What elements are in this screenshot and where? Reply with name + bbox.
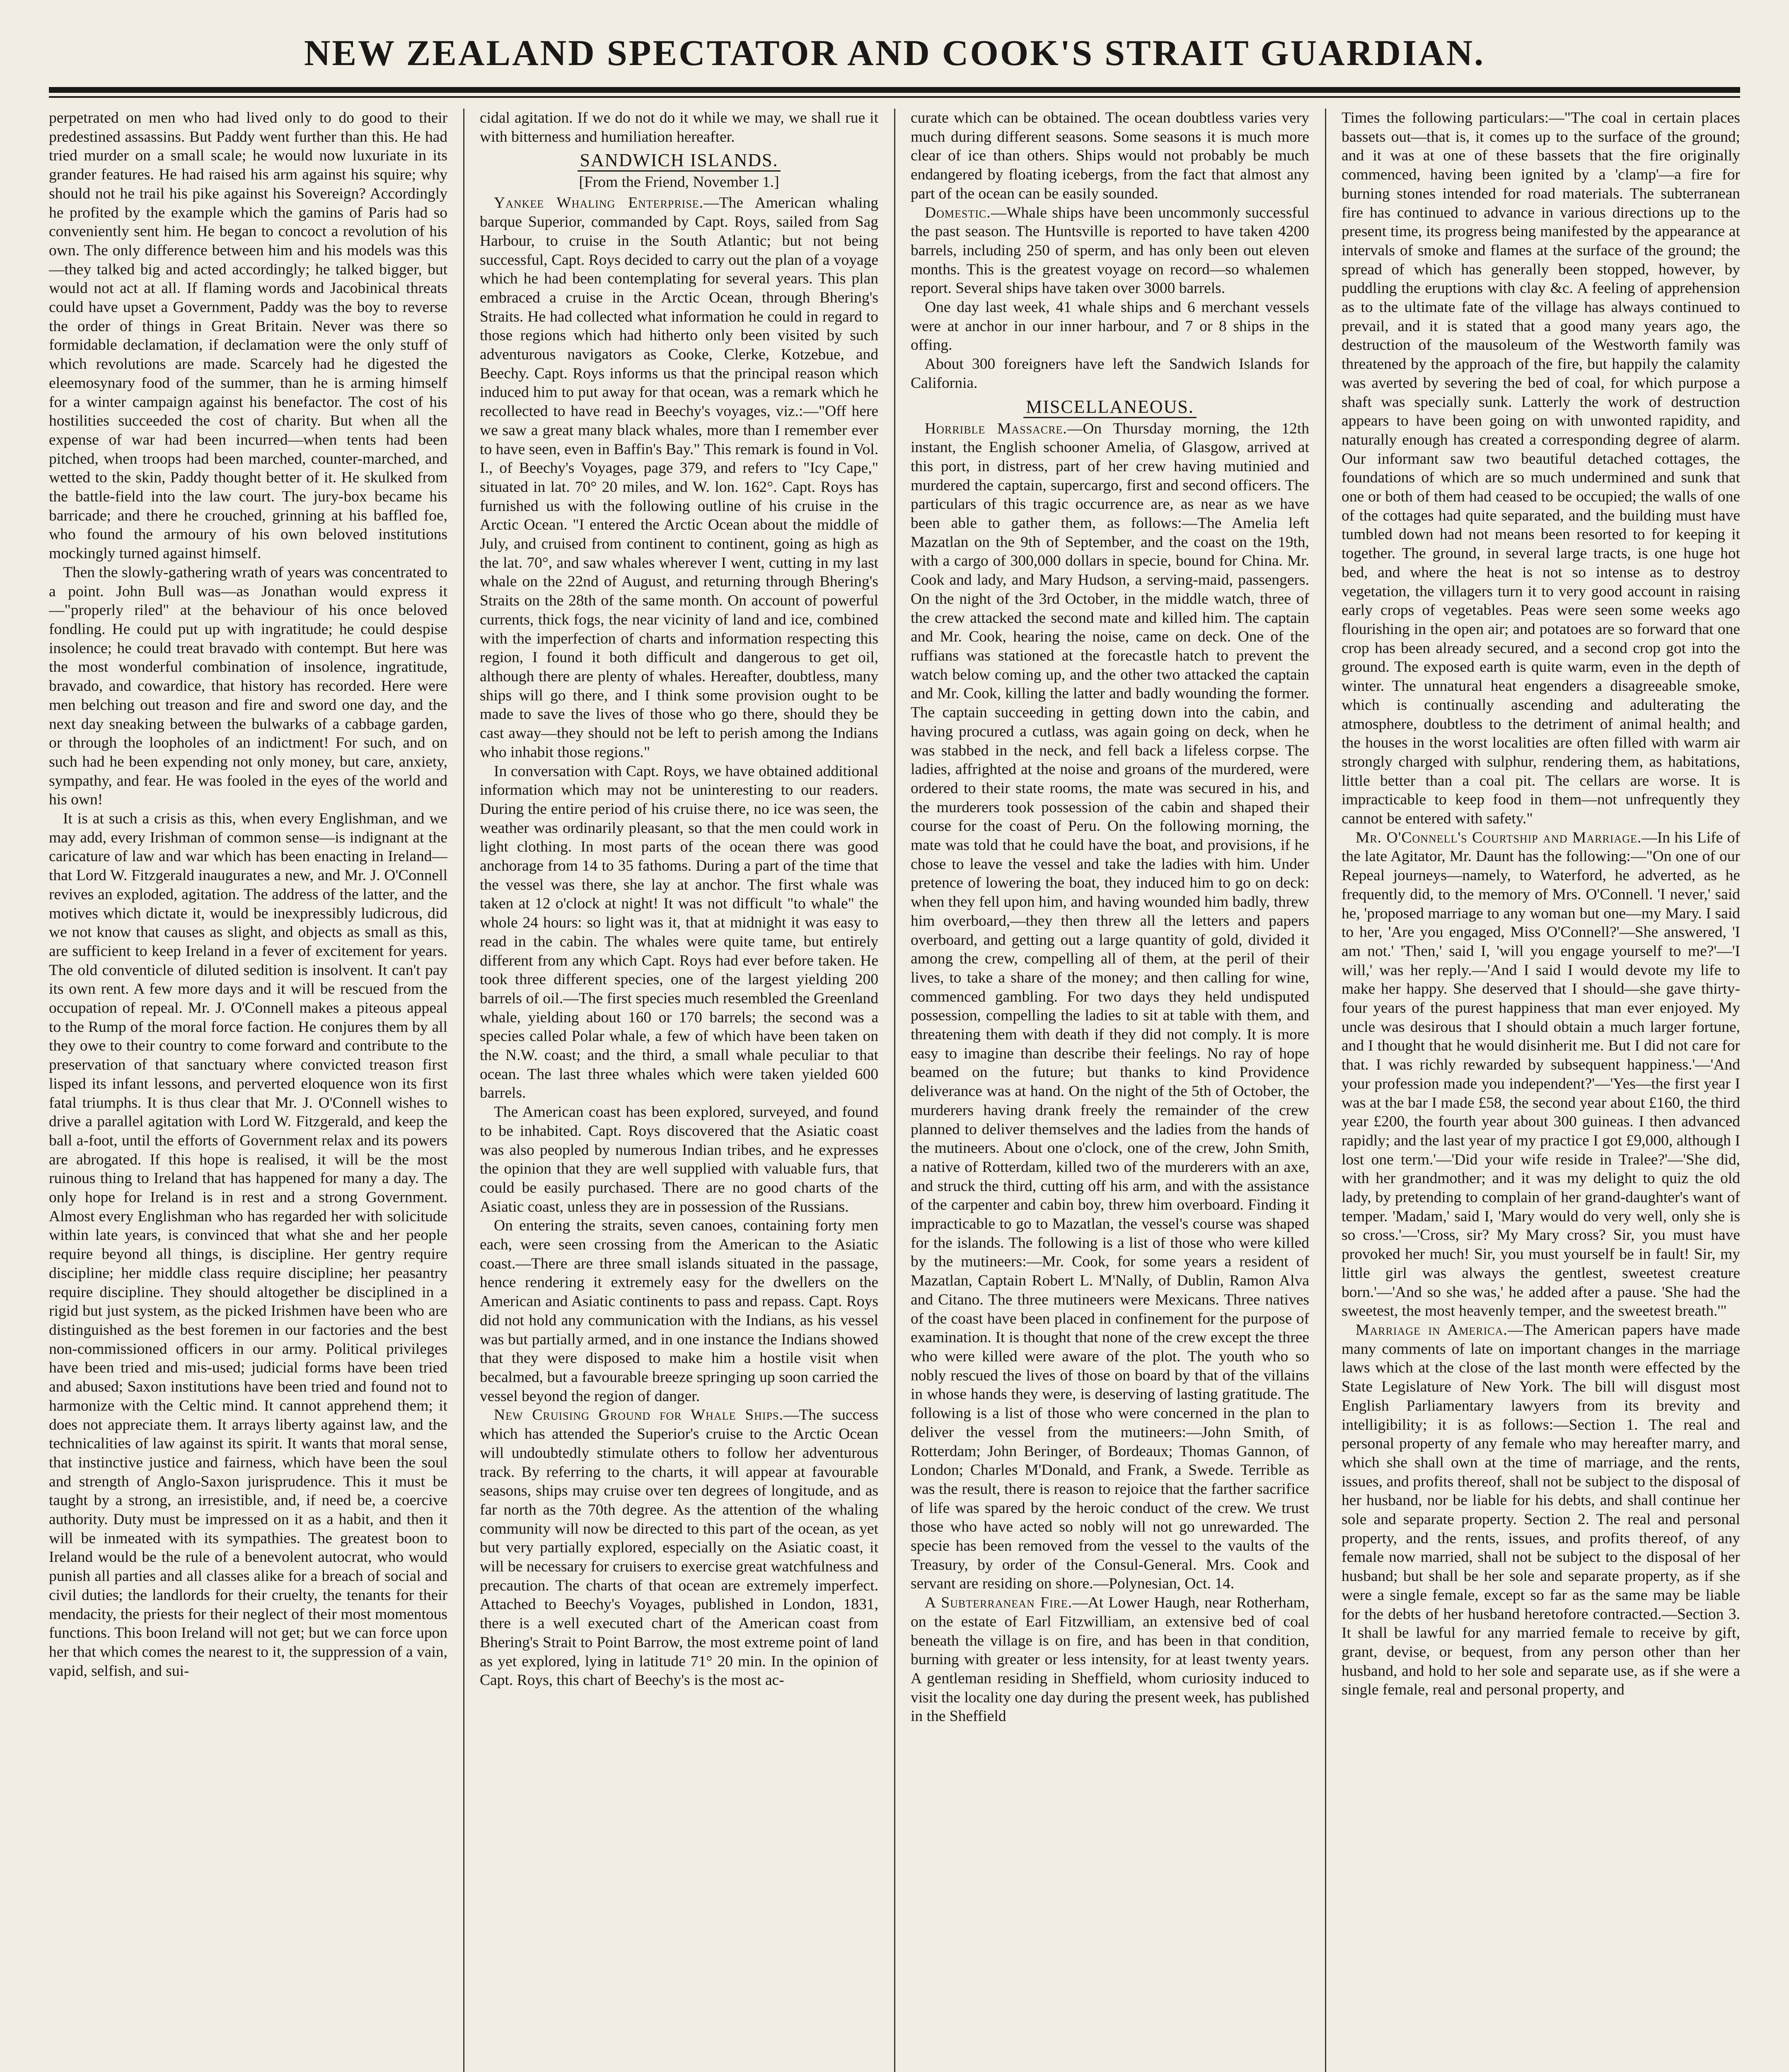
paragraph-text: —The American whaling barque Superior, commanded by Capt. Roys, sailed from Sag Harbour, to cruise in the South Atlantic; but not being successful, Capt. Roys decided to carry out the plan of a voyage which he had been contemplating for several years. This plan embraced a cruise in the Arctic Ocean, through Bhering's Straits. He had collected what information he could in regard to those regions which had hitherto only been visited by such adventurous navigators as Cooke, Clerke, Kotzebue, and Beechy. Capt. Roys informs us that the principal reason which induced him to put away for that ocean, was a remark which he recollected to have read in Beechy's voyages, viz.:—"Off here we saw a great many black whales, more than I remember ever to have seen, even in Baffin's Bay." This remark is found in Vol. I., of Beechy's Voyages, page 379, and refers to "Icy Cape," situated in lat. 70° 20 miles, and W. lon. 162°. Capt. Roys has furnished us with the following outline of his cruise in the Arctic Ocean. "I entered the Arctic Ocean about the middle of July, and cruised from continent to continent, going as high as the lat. 70°, and saw whales wherever I went, cutting in my last whale on the 22nd of August, and returning through Bhering's Straits on the 28th of the same month. On account of powerful currents, thick fogs, the near vicinity of land and ice, combined with the imperfection of charts and information respecting this region, I found it both difficult and dangerous to get oil, although there are plenty of whales. Hereafter, doubtless, many ships will go there, and I think some provision ought to be made to save the lives of those who go there, should they be cast away—they should not be left to perish among the Indians who inhabit those regions."	[480, 194, 878, 761]
article-paragraph	[49, 109, 447, 563]
paragraph-text: It is at such a crisis as this, when every Englishman, and we may add, every Irishman of common sense—is indignant at the caricature of law and war which has been enacting in Ireland—that Lord W. Fitzgerald inaugurates a new, and Mr. J. O'Connell revives an exploded, agitation. The address of the latter, and the motives which dictate it, would be inexpressibly ludicrous, did we not know that causes as slight, and objects as small as this, are sufficient to keep Ireland in a fever of excitement for years. The old conventicle of diluted sedition is insolvent. It can't pay its own rent. A few more days and it will be rescued from the occupation of repeal. Mr. J. O'Connell makes a piteous appeal to the Rump of the moral force faction. He conjures them by all they owe to their country to come forward and contribute to the preservation of that sanctuary where convicted treason first lisped its infant lessons, and perverted eloquence won its first fatal triumphs. It is thus clear that Mr. J. O'Connell wishes to drive a parallel agitation with Lord W. Fitzgerald, and keep the ball a-foot, until the efforts of Government relax and its powers are abrogated. If this hope is realised, it will be the most ruinous thing to Ireland that has happened for many a day. The only hope for Ireland is in rest and a strong Government. Almost every Englishman who has regarded her with solicitude within late years, is convinced that what she and her people require beyond all things, is discipline. Her gentry require discipline; her middle class require discipline; her peasantry require discipline. They should altogether be disciplined in a rigid but just system, as the picked Irishmen have been who are distinguished as the best foremen in our factories and the best non-commissioned officers in our army. Political privileges have been tried and mis-used; judicial forms have been tried and abused; Saxon institutions have been tried and found not to harmonize with the Celtic mind. It cannot apprehend them; it does not appreciate them. It arrays liberty against law, and the technicalities of law against its spirit. It wants that moral sense, that instinctive justice and fairness, which have been the soul and strength of Anglo-Saxon jurisprudence. This it must be taught by a strong, an irresistible, and, if need be, a coercive authority. Duty must be impressed on it as a habit, and then it will be inmeated with its sympathies. The greatest boon to Ireland would be the rule of a benevolent autocrat, who would punish all parties and all classes alike for a breach of social and civil duties; the landlords for their cruelty, the tenants for their mendacity, the priests for their neglect of their most momentous functions. This boon Ireland will not get; but we can force upon her that which comes the nearest to it, the suppression of a vain, vapid, selfish, and sui-	[49, 810, 447, 1680]
section-heading	[911, 395, 1309, 419]
paragraph-text: —The success which has attended the Superior's cruise to the Arctic Ocean will undoubtedly stimulate others to follow her adventurous track. By referring to the charts, it will appear at favourable seasons, ships may cruise over ten degrees of longitude, and as far north as the 70th degree. As the attention of the whaling community will now be directed to this part of the ocean, as yet but very partially explored, especially on the Asiatic coast, it will be necessary for cruisers to exercise great watchfulness and precaution. The charts of that ocean are extremely imperfect. Attached to Beechy's Voyages, published in London, 1831, there is a well executed chart of the American coast from Bhering's Strait to Point Barrow, the most extreme point of land as yet explored, lying in latitude 71° 20 min. In the opinion of Capt. Roys, this chart of Beechy's is the most ac-	[480, 1406, 878, 1689]
article-paragraph	[480, 1103, 878, 1216]
article-paragraph	[49, 563, 447, 809]
masthead-rule-thin	[49, 96, 1740, 98]
paragraph-lead-heading: Yankee Whaling Enterprise.	[494, 194, 704, 212]
article-paragraph	[911, 355, 1309, 392]
article-paragraph	[480, 1406, 878, 1690]
article-paragraph	[480, 1216, 878, 1406]
article-paragraph	[480, 194, 878, 762]
paragraph-text: —The American papers have made many comments of late on important changes in the marriage laws which at the close of the last month were effected by the State Legislature of New York. The bill will disgust most English Parliamentary lawyers from its brevity and intelligibility; it is as follows:—Section 1. The real and personal property of any female who may hereafter marry, and which she shall own at the time of marriage, and the rents, issues, and profits thereof, shall not be subject to the disposal of her husband, nor be liable for his debts, and shall continue her sole and separate property. Section 2. The real and personal property, and the rents, issues, and profits thereof, of any female now married, shall not be subject to the disposal of her husband; but shall be her sole and separate property, as if she were a single female, except so far as the same may be liable for the debts of her husband heretofore contracted.—Section 3. It shall be lawful for any married female to receive by gift, grant, devise, or bequest, from any person other than her husband, and hold to her sole and separate use, as if she were a single female, real and personal property, and	[1342, 1322, 1740, 1699]
paragraph-lead-heading: Mr. O'Connell's Courtship and Marriage.	[1356, 829, 1642, 846]
paragraph-text: perpetrated on men who had lived only to do good to their predestined assassins. But Paddy went further than this. He had tried murder on a small scale; he would now luxuriate in its grander features. He had raised his arm against his squire; why should not he trail his pike against his Sovereign? Accordingly he profited by the example which the gamins of Paris had so conveniently sent him. He began to concoct a revolution of his own. The only difference between him and his models was this—they talked big and acted accordingly; he talked bigger, but would not act at all. If flaming words and Jacobinical threats could have upset a Government, Paddy was the boy to reverse the order of things in Great Britain. Never was there so formidable declamation, if declamation were the only stuff of which revolutions are made. Scarcely had he digested the eleemosynary food of the summer, than he is arming himself for a winter campaign against his benefactor. The cost of his hostilities succeeded the cost of charity. But when all the expense of war had been incurred—when tents had been pitched, when troops had been marched, counter-marched, and wetted to the skin, Paddy thought better of it. He skulked from the battle-field into the law court. The jury-box became his barricade; and there he crouched, grinning at his baffled foe, who found the armoury of his own beloved institutions mockingly turned against himself.	[49, 109, 447, 562]
article-paragraph	[1342, 1321, 1740, 1699]
article-paragraph	[911, 298, 1309, 355]
masthead-rule-thick	[49, 87, 1740, 93]
paragraph-text: cidal agitation. If we do not do it while we may, we shall rue it with bitterness and humiliation hereafter.	[480, 109, 878, 145]
paragraph-text: —In his Life of the late Agitator, Mr. Daunt has the following:—"On one of our Repeal journeys—namely, to Waterford, he adverted, as he frequently did, to the memory of Mrs. O'Connell. 'I never,' said he, 'proposed marriage to any woman but one—my Mary. I said to her, 'Are you engaged, Miss O'Connell?'—She answered, 'I am not.' 'Then,' said I, 'will you engage yourself to me?'—'I will,' was her reply.—'And I said I would devote my life to make her happy. She deserved that I should—she gave thirty-four years of the purest happiness that man ever enjoyed. My uncle was desirous that I should obtain a much larger fortune, and I thought that he would disinherit me. But I did not care for that. I was richly rewarded by subsequent happiness.'—'And your profession made you independent?'—'Yes—the first year I was at the bar I made £58, the second year about £160, the third year £200, the fourth year about 300 guineas. I then advanced rapidly; and the last year of my practice I got £9,000, although I lost one term.'—'Did your wife reside in Tralee?'—'She did, with her grandmother; and it was my delight to quiz the old lady, by pretending to complain of her grand-daughter's want of temper. 'Madam,' said I, 'Mary would do very well, only she is so cross.'—'Cross, sir? My Mary cross? Sir, you must have provoked her much! Sir, you must yourself be in fault! Sir, my little girl was always the gentlest, sweetest creature born.'—'And so she was,' he added after a pause. 'She had the sweetest, the most heavenly temper, and the sweetest breath.'"	[1342, 829, 1740, 1320]
paragraph-lead-heading: Horrible Massacre.	[925, 420, 1067, 437]
paragraph-lead-heading: New Cruising Ground for Whale Ships.	[494, 1406, 783, 1424]
paragraph-text: Then the slowly-gathering wrath of years was concentrated to a point. John Bull was—as Jonathan would express it—"properly riled" at the behaviour of his once beloved fondling. He could put up with ingratitude; he could despise insolence; he could treat bravado with contempt. But here was the most wonderful combination of insolence, ingratitude, bravado, and cowardice, that history has recorded. Here were men belching out treason and fire and sword one day, and the next day sneaking between the bulwarks of a cabbage garden, or through the loopholes of an indictment! For such, and on such had he been expending not only money, but care, anxiety, sympathy, and fear. He was fooled in the eyes of the world and his own!	[49, 564, 447, 808]
masthead	[49, 29, 1740, 78]
paragraph-text: In conversation with Capt. Roys, we have obtained additional information which may not be uninteresting to our readers. During the entire period of his cruise there, no ice was seen, the weather was ordinarily pleasant, so that the men could work in light clothing. In most parts of the ocean there was good anchorage from 14 to 35 fathoms. During a part of the time that the vessel was there, she lay at anchor. The first whale was taken at 12 o'clock at night! It was not difficult "to whale" the whole 24 hours: so light was it, that at midnight it was easy to read in the cabin. The whales were quite tame, but entirely different from any which Capt. Roys had ever before taken. He took three different species, one of the largest yielding 200 barrels of oil.—The first species much resembled the Greenland whale, yielding about 160 or 170 barrels; the second was a species called Polar whale, a few of which have been taken on the N.W. coast; and the third, a small whale peculiar to that ocean. The last three whales which were taken yielded 600 barrels.	[480, 762, 878, 1102]
paragraph-lead-heading: A Subterranean Fire.	[925, 1594, 1073, 1612]
paragraph-text: —On Thursday morning, the 12th instant, the English schooner Amelia, of Glasgow, arrived at this port, in distress, part of her crew having mutinied and murdered the captain, supercargo, first and second officers. The particulars of this tragic occurrence are, as near as we have been able to gather them, as follows:—The Amelia left Mazatlan on the 9th of September, and the coast on the 19th, with a cargo of 300,000 dollars in specie, bound for China. Mr. Cook and lady, and Mary Hudson, a serving-maid, passengers. On the night of the 3rd October, in the middle watch, three of the crew attacked the second mate and killed him. The captain and Mr. Cook, hearing the noise, came on deck. One of the ruffians was stationed at the forecastle hatch to prevent the watch below coming up, and the other two attacked the captain and Mr. Cook, killing the latter and badly wounding the former. The captain succeeding in getting down into the cabin, and having procured a cutlass, was again going on deck, when he was stabbed in the neck, and fell back a lifeless corpse. The ladies, affrighted at the noise and groans of the murdered, were ordered to their state rooms, the mate was secured in his, and the murderers took possession of the cabin and shaped their course for the coast of Peru. On the following morning, the mate was told that he could have the boat, and provisions, if he chose to leave the vessel and take the ladies with him. Under pretence of lowering the boat, they induced him to go on deck: when they fell upon him, and having wounded him badly, threw him overboard,—they then threw all the letters and papers overboard, and getting out a large quantity of gold, divided it among the crew, compelling all of them, at the peril of their lives, to take a share of the money; and then calling for wine, commenced gambling. For two days they held undisputed possession, compelling the ladies to sit at table with them, and threatening them with death if they did not comply. It is more easy to imagine than describe their feelings. No ray of hope beamed on the future; but thanks to kind Providence deliverance was at hand. On the night of the 5th of October, the murderers having drank freely the remainder of the crew planned to deliver themselves and the ladies from the hands of the mutineers. About one o'clock, one of the crew, John Smith, a native of Rotterdam, killed two of the murderers with an axe, and struck the third, cutting off his arm, and with the assistance of the carpenter and cabin boy, threw him overboard. Finding it impracticable to go to Mazatlan, the vessel's course was shaped for the islands. The following is a list of those who were killed by the mutineers:—Mr. Cook, for some years a resident of Mazatlan, Captain Robert L. M'Nally, of Dublin, Ramon Alva and Citano. The three mutineers were Mexicans. Three natives of the coast have been placed in confinement for the purpose of examination. It is thought that none of the crew except the three who were killed were aware of the plot. The youth who so nobly rescued the lives of those on board by that of the villains in whose hands they were, is deserving of lasting gratitude. The following is a list of those who were concerned in the plan to deliver the vessel from the mutineers:—John Smith, of Rotterdam; John Beringer, of Bordeaux; Thomas Gannon, of London; Charles M'Donald, and Frank, a Swede. Terrible as was the result, there is reason to rejoice that the farther sacrifice of life was spared by the heroic conduct of the crew. We trust those who have acted so nobly will not go unrewarded. The specie has been removed from the vessel to the vaults of the Treasury, by order of the Consul-General. Mrs. Cook and servant are residing on shore.—Polynesian, Oct. 14.	[911, 420, 1309, 1593]
article-paragraph	[911, 419, 1309, 1594]
section-heading	[480, 149, 878, 172]
section-source-line: [From the Friend, November 1.]	[579, 174, 779, 191]
paragraph-lead-heading: Marriage in America.	[1356, 1322, 1508, 1339]
column-divider	[894, 109, 895, 2072]
paragraph-text: About 300 foreigners have left the Sandwich Islands for California.	[911, 356, 1309, 392]
article-paragraph	[1342, 828, 1740, 1321]
section-heading-text: MISCELLANEOUS.	[1023, 397, 1197, 418]
column-4	[1342, 109, 1740, 2072]
article-paragraph	[911, 109, 1309, 203]
paragraph-text: On entering the straits, seven canoes, containing forty men each, were seen crossing from the American to the Asiatic coast.—There are three small islands situated in the passage, hence rendering it extremely easy for the dwellers on the American and Asiatic continents to pass and repass. Capt. Roys did not hold any communication with the Indians, as his vessel was but partially armed, and in one instance the Indians showed that they were disposed to make him a hostile visit when becalmed, but a favourable breeze springing up soon carried the vessel beyond the region of danger.	[480, 1217, 878, 1405]
paragraph-lead-heading: Domestic.	[925, 204, 991, 221]
masthead-title: NEW ZEALAND SPECTATOR AND COOK'S STRAIT GUARDIAN.	[304, 33, 1485, 73]
article-paragraph	[480, 109, 878, 146]
section-heading-text: SANDWICH ISLANDS.	[578, 150, 781, 172]
article-paragraph	[911, 1593, 1309, 1726]
paragraph-text: —At Lower Haugh, near Rotherham, on the estate of Earl Fitzwilliam, an extensive bed of coal beneath the village is on fire, and has been in that condition, burning with greater or less intensity, for at least twenty years. A gentleman residing in Sheffield, whom curiosity induced to visit the locality one day during the present week, has published in the Sheffield	[911, 1594, 1309, 1725]
column-divider	[463, 109, 464, 2072]
paragraph-text: Times the following particulars:—"The coal in certain places bassets out—that is, it comes up to the surface of the ground; and it was at one of these bassets that the fire originally commenced, having been ignited by a 'clamp'—a fire for burning stones intended for road materials. The subterranean fire has continued to advance in various directions up to the present time, its progress being manifested by the appearance at intervals of smoke and flames at the surface of the ground; the spread of which has generally been stopped, however, by puddling the eruptions with clay &c. A feeling of apprehension as to the ultimate fate of the village has always continued to prevail, and it is stated that a good many years ago, the destruction of the mausoleum of the Westworth family was threatened by the approach of the fire, but happily the calamity was averted by severing the bed of coal, for which purpose a shaft was specially sunk. Latterly the work of destruction appears to have been going on with unwonted rapidity, and naturally enough has created a corresponding degree of alarm. Our informant saw two beautiful detached cottages, the foundations of which are so much undermined and sunk that one or both of them had ceased to be occupied; the walls of one of the cottages had quite separated, and the building must have tumbled down had not means been resorted to for keeping it together. The ground, in several large tracts, is one huge hot bed, and where the heat is not so intense as to destroy vegetation, the villagers turn it to very good account in raising early crops of vegetables. Peas were seen some weeks ago flourishing in the open air; and potatoes are so forward that one crop has been already secured, and a second crop got into the ground. The exposed earth is quite warm, even in the depth of winter. The unnatural heat engenders a disagreeable smoke, which is continually ascending and adulterating the atmosphere, doubtless to the detriment of animal health; and the houses in the worst localities are often filled with warm air strongly charged with sulphur, rendering them, as habitations, little better than a coal pit. The cellars are worse. It is impracticable to keep food in them—not unfrequently they cannot be entered with safety."	[1342, 109, 1740, 828]
paragraph-text: One day last week, 41 whale ships and 6 merchant vessels were at anchor in our inner harbour, and 7 or 8 ships in the offing.	[911, 299, 1309, 354]
column-3	[911, 109, 1309, 2072]
column-1	[49, 109, 447, 2072]
column-2	[480, 109, 878, 2072]
article-paragraph	[911, 203, 1309, 298]
article-paragraph	[1342, 109, 1740, 828]
paragraph-text: —Whale ships have been uncommonly successful the past season. The Huntsville is reported to have taken 4200 barrels, including 250 of sperm, and has only been out eleven months. This is the greatest voyage on record—so whalemen report. Several ships have taken over 3000 barrels.	[911, 204, 1309, 297]
column-divider	[1325, 109, 1326, 2072]
paragraph-text: curate which can be obtained. The ocean doubtless varies very much during different seasons. Some seasons it is much more clear of ice than others. Ships would not probably be much endangered by floating icebergs, from the fact that almost any part of the ocean can be easily sounded.	[911, 109, 1309, 202]
article-paragraph	[480, 762, 878, 1103]
article-columns	[49, 109, 1740, 2072]
paragraph-text: The American coast has been explored, surveyed, and found to be inhabited. Capt. Roys discovered that the Asiatic coast was also peopled by numerous Indian tribes, and he expresses the opinion that they are well supplied with valuable furs, that could be easily purchased. There are no good charts of the Asiatic coast, unless they are in possession of the Russians.	[480, 1104, 878, 1215]
article-paragraph	[49, 809, 447, 1680]
